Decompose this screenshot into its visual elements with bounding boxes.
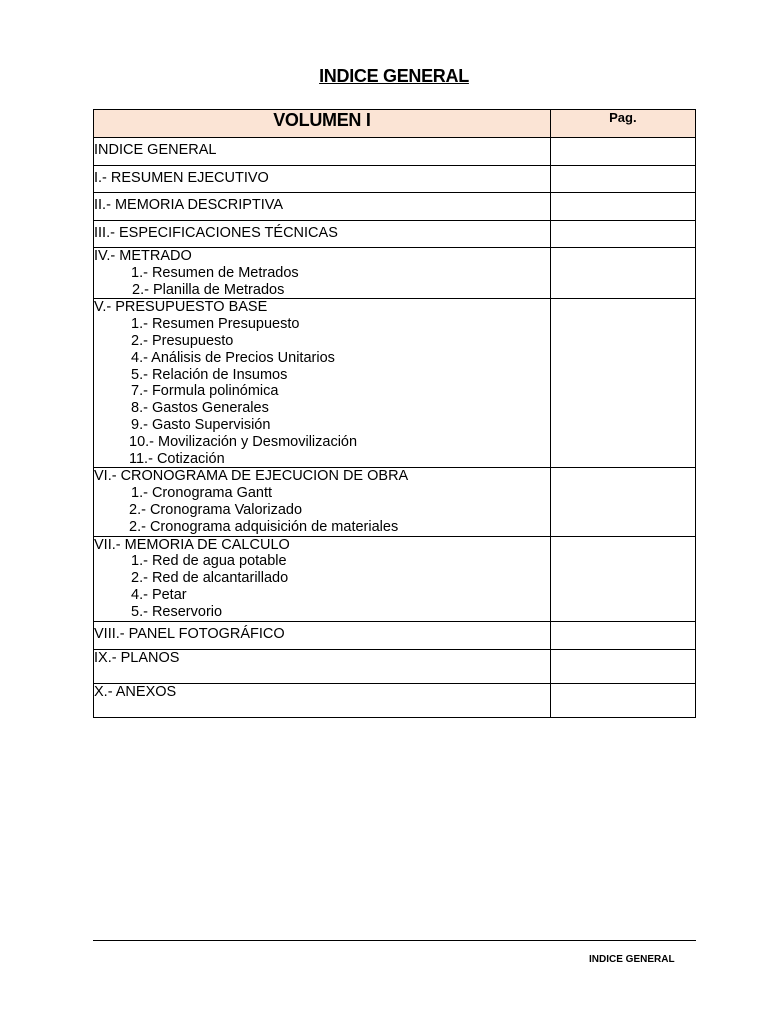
page-cell	[550, 248, 695, 299]
section-label: III.- ESPECIFICACIONES TÉCNICAS	[94, 221, 551, 248]
section-label: INDICE GENERAL	[94, 138, 551, 166]
page-cell	[550, 138, 695, 166]
subitem: 5.- Relación de Insumos	[131, 366, 288, 383]
table-row	[94, 248, 696, 299]
volume-header: VOLUMEN I	[94, 110, 551, 138]
section-label: V.- PRESUPUESTO BASE	[94, 299, 268, 316]
page-cell	[550, 221, 695, 248]
section-label: VII.- MEMORIA DE CALCULO	[94, 536, 290, 553]
subitem: 1.- Cronograma Gantt	[131, 485, 273, 502]
section-label: IV.- METRADO	[94, 248, 192, 264]
table-row	[94, 166, 696, 193]
page-cell	[550, 621, 695, 649]
section-label: X.- ANEXOS	[94, 683, 551, 717]
table-row	[94, 683, 696, 717]
section-label: I.- RESUMEN EJECUTIVO	[94, 166, 551, 193]
section-label: II.- MEMORIA DESCRIPTIVA	[94, 193, 551, 221]
table-row	[94, 649, 696, 683]
subitem: 2.- Planilla de Metrados	[132, 281, 285, 298]
section-label: VIII.- PANEL FOTOGRÁFICO	[94, 621, 551, 649]
subitem: 8.- Gastos Generales	[131, 400, 269, 417]
page-cell	[550, 299, 695, 468]
page-cell	[550, 468, 695, 536]
page-cell	[550, 683, 695, 717]
subitem: 4.- Petar	[131, 586, 187, 603]
section-cell	[94, 468, 551, 536]
footer-label: INDICE GENERAL	[589, 954, 675, 965]
table-row	[94, 621, 696, 649]
table-row	[94, 193, 696, 221]
section-label: IX.- PLANOS	[94, 649, 551, 683]
subitem: 1.- Resumen Presupuesto	[131, 316, 300, 333]
subitem: 5.- Reservorio	[131, 603, 223, 620]
table-row	[94, 138, 696, 166]
table-header-row	[94, 110, 696, 138]
subitem: 10.- Movilización y Desmovilización	[129, 433, 358, 450]
subitem: 1.- Resumen de Metrados	[131, 264, 299, 281]
subitem: 2.- Cronograma adquisición de materiales	[129, 518, 399, 535]
section-cell	[94, 299, 551, 468]
subitem: 2.- Presupuesto	[131, 332, 234, 349]
page-cell	[550, 166, 695, 193]
table-row	[94, 536, 696, 621]
table-row	[94, 468, 696, 536]
subitem: 9.- Gasto Supervisión	[131, 416, 271, 433]
table-row	[94, 221, 696, 248]
subitem: 2.- Cronograma Valorizado	[129, 501, 303, 518]
page-cell	[550, 649, 695, 683]
page-column-header: Pag.	[550, 110, 695, 138]
page-cell	[550, 536, 695, 621]
index-table	[93, 109, 696, 718]
subitem: 1.- Red de agua potable	[131, 553, 287, 570]
footer-divider	[93, 940, 696, 941]
subitem: 2.- Red de alcantarillado	[131, 570, 289, 587]
section-cell	[94, 536, 551, 621]
table-row	[94, 299, 696, 468]
section-cell	[94, 248, 551, 299]
document-title: INDICE GENERAL	[319, 66, 469, 86]
page-cell	[550, 193, 695, 221]
section-label: VI.- CRONOGRAMA DE EJECUCION DE OBRA	[94, 468, 409, 485]
subitem: 11.- Cotización	[129, 450, 225, 467]
subitem: 7.- Formula polinómica	[131, 383, 279, 400]
subitem: 4.- Análisis de Precios Unitarios	[131, 349, 335, 366]
